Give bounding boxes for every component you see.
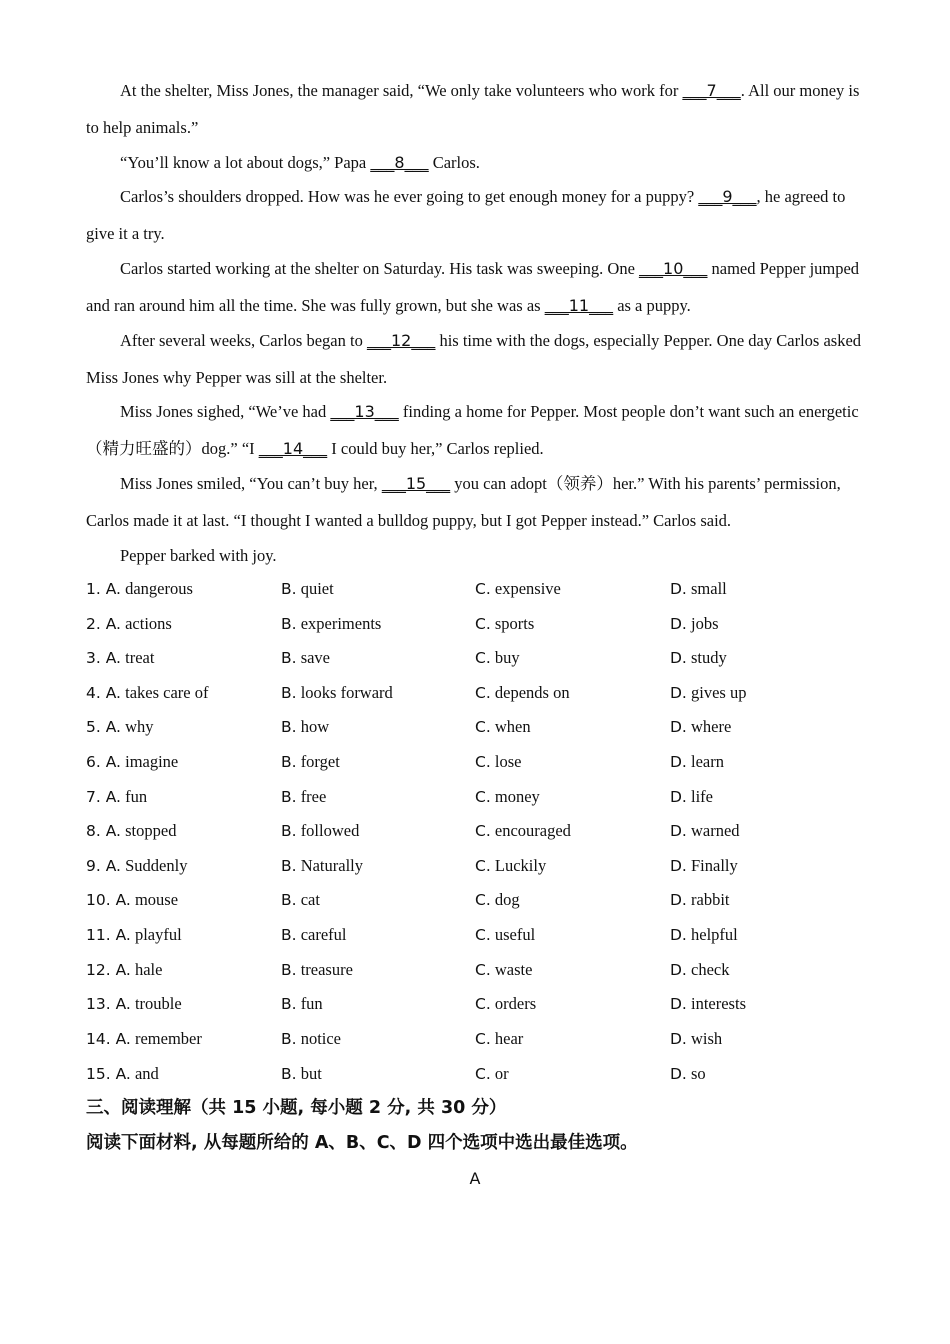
question-row <box>86 816 862 846</box>
passage-text: At the shelter, Miss Jones, the manager said, “We only take volunteers who work for <box>120 81 683 100</box>
question-row <box>86 1024 862 1054</box>
option-letter: A. <box>115 1030 131 1048</box>
option-text: fun <box>125 787 148 806</box>
answer-blank: ___12___ <box>366 331 436 350</box>
option-letter: A. <box>115 1065 131 1083</box>
answer-option-b <box>281 955 353 985</box>
answer-option-b <box>281 747 340 777</box>
option-letter: C. <box>475 822 491 840</box>
option-text: money <box>494 787 540 806</box>
passage-text: Carlos started working at the shelter on Saturday. His task was sweeping. One <box>120 259 640 278</box>
answer-option-c <box>475 574 561 604</box>
answer-option-b <box>281 989 323 1019</box>
question-number: 11. <box>86 926 116 944</box>
answer-blank: ___11___ <box>544 296 614 315</box>
option-letter: D. <box>670 961 687 979</box>
option-letter: C. <box>475 1030 491 1048</box>
option-text: stopped <box>125 821 177 840</box>
answer-option-d <box>670 1024 722 1054</box>
option-text: cat <box>300 890 320 909</box>
answer-option-a <box>86 1059 159 1089</box>
question-row <box>86 747 862 777</box>
option-text: dangerous <box>125 579 193 598</box>
answer-blank: ___15___ <box>381 474 451 493</box>
option-text: treasure <box>300 960 353 979</box>
option-text: Naturally <box>300 856 363 875</box>
option-text: depends on <box>494 683 570 702</box>
answer-option-d <box>670 643 727 673</box>
option-letter: C. <box>475 857 491 875</box>
option-text: useful <box>494 925 536 944</box>
answer-option-b <box>281 782 326 812</box>
option-letter: D. <box>670 718 687 736</box>
option-letter: D. <box>670 891 687 909</box>
option-letter: D. <box>670 684 687 702</box>
option-text: or <box>494 1064 509 1083</box>
passage-text: Pepper barked with joy. <box>120 546 277 565</box>
option-text: learn <box>691 752 724 771</box>
option-letter: D. <box>670 995 687 1013</box>
question-number: 4. <box>86 684 106 702</box>
question-number: 9. <box>86 857 106 875</box>
option-text: but <box>300 1064 322 1083</box>
passage-text: you can adopt（领养）her.” With his parents’ permission, Carlos made it at last. “I thought I wanted a bulldog puppy, but I got Pepper instead.” Carlos said. <box>86 474 841 530</box>
option-text: rabbit <box>691 890 730 909</box>
question-number: 6. <box>86 753 106 771</box>
option-text: interests <box>691 994 746 1013</box>
option-letter: D. <box>670 788 687 806</box>
option-letter: A. <box>105 857 121 875</box>
question-number: 14. <box>86 1030 116 1048</box>
answer-blank: ___14___ <box>258 439 328 458</box>
option-letter: C. <box>475 615 491 633</box>
option-letter: A. <box>105 649 121 667</box>
option-text: treat <box>125 648 155 667</box>
answer-option-a <box>86 989 182 1019</box>
option-letter: B. <box>281 788 297 806</box>
option-letter: B. <box>281 961 297 979</box>
section-instruction: 阅读下面材料, 从每题所给的 A、B、C、D 四个选项中选出最佳选项。 <box>86 1133 638 1153</box>
answer-option-c <box>475 747 521 777</box>
option-text: where <box>691 717 732 736</box>
option-letter: B. <box>281 891 297 909</box>
answer-blank: ___13___ <box>330 402 399 421</box>
answer-option-a <box>86 885 178 915</box>
answer-option-a <box>86 609 172 639</box>
option-letter: A. <box>115 891 131 909</box>
question-row <box>86 989 862 1019</box>
option-letter: B. <box>281 580 297 598</box>
option-letter: B. <box>281 857 297 875</box>
option-text: expensive <box>494 579 561 598</box>
option-text: Luckily <box>494 856 547 875</box>
answer-option-b <box>281 643 330 673</box>
option-text: hear <box>494 1029 524 1048</box>
option-letter: D. <box>670 822 687 840</box>
option-letter: B. <box>281 684 297 702</box>
option-text: so <box>691 1064 706 1083</box>
option-letter: D. <box>670 926 687 944</box>
option-letter: A. <box>115 961 131 979</box>
answer-option-d <box>670 955 729 985</box>
option-text: save <box>300 648 331 667</box>
answer-option-c <box>475 609 534 639</box>
option-text: life <box>691 787 713 806</box>
question-number: 1. <box>86 580 106 598</box>
answer-blank: ___8___ <box>370 153 429 172</box>
option-text: imagine <box>125 752 179 771</box>
option-letter: B. <box>281 1030 297 1048</box>
answer-option-c <box>475 955 532 985</box>
question-row <box>86 643 862 673</box>
option-text: notice <box>300 1029 342 1048</box>
option-letter: A. <box>105 753 121 771</box>
answer-option-a <box>86 782 147 812</box>
option-text: how <box>300 717 330 736</box>
option-letter: A. <box>105 788 121 806</box>
answer-option-c <box>475 1024 523 1054</box>
option-letter: B. <box>281 995 297 1013</box>
option-letter: A. <box>105 822 121 840</box>
option-text: check <box>691 960 730 979</box>
answer-option-a <box>86 643 154 673</box>
option-letter: C. <box>475 926 491 944</box>
answer-option-a <box>86 1024 202 1054</box>
answer-option-c <box>475 920 535 950</box>
question-row <box>86 712 862 742</box>
passage-paragraph <box>86 393 862 467</box>
option-text: why <box>125 717 154 736</box>
answer-option-a <box>86 574 193 604</box>
option-text: playful <box>134 925 182 944</box>
answer-blank: ___10___ <box>639 259 708 278</box>
question-row <box>86 920 862 950</box>
passage-paragraph <box>86 322 862 396</box>
option-text: followed <box>300 821 360 840</box>
answer-option-b <box>281 885 320 915</box>
answer-option-c <box>475 989 536 1019</box>
option-text: warned <box>691 821 740 840</box>
option-text: gives up <box>691 683 747 702</box>
passage-text: named Pepper jumped and ran around him all the time. She was fully grown, but she was as <box>86 259 860 315</box>
option-text: careful <box>300 925 347 944</box>
question-number: 8. <box>86 822 106 840</box>
question-row <box>86 574 862 604</box>
answer-option-a <box>86 712 154 742</box>
option-text: remember <box>134 1029 202 1048</box>
option-letter: D. <box>670 1065 687 1083</box>
question-number: 3. <box>86 649 106 667</box>
passage-paragraph <box>86 250 862 324</box>
option-text: Finally <box>691 856 738 875</box>
answer-option-d <box>670 678 746 708</box>
answer-option-b <box>281 1059 322 1089</box>
question-row <box>86 609 862 639</box>
option-letter: A. <box>115 926 131 944</box>
option-letter: B. <box>281 1065 297 1083</box>
passage-text: After several weeks, Carlos began to <box>120 331 367 350</box>
answer-option-a <box>86 747 178 777</box>
option-letter: D. <box>670 1030 687 1048</box>
option-letter: A. <box>105 684 121 702</box>
option-letter: D. <box>670 753 687 771</box>
option-text: helpful <box>691 925 738 944</box>
passage-paragraph <box>86 178 862 252</box>
option-letter: C. <box>475 995 491 1013</box>
option-letter: D. <box>670 580 687 598</box>
option-text: forget <box>300 752 340 771</box>
answer-option-d <box>670 816 740 846</box>
option-text: Suddenly <box>125 856 188 875</box>
answer-option-b <box>281 816 359 846</box>
answer-option-d <box>670 747 724 777</box>
option-letter: C. <box>475 718 491 736</box>
answer-option-d <box>670 851 738 881</box>
option-letter: C. <box>475 649 491 667</box>
option-letter: B. <box>281 649 297 667</box>
option-text: sports <box>494 614 535 633</box>
option-letter: D. <box>670 857 687 875</box>
option-letter: B. <box>281 753 297 771</box>
passage-text: Miss Jones smiled, “You can’t buy her, <box>120 474 382 493</box>
passage-text: Miss Jones sighed, “We’ve had <box>120 402 331 421</box>
option-letter: B. <box>281 926 297 944</box>
option-text: encouraged <box>494 821 571 840</box>
answer-option-d <box>670 712 731 742</box>
passage-text: Carlos’s shoulders dropped. How was he ever going to get enough money for a puppy? <box>120 187 699 206</box>
answer-option-a <box>86 816 176 846</box>
answer-option-d <box>670 1059 706 1089</box>
answer-option-a <box>86 955 162 985</box>
passage-text: I could buy her,” Carlos replied. <box>327 439 544 458</box>
question-row <box>86 955 862 985</box>
option-text: trouble <box>134 994 182 1013</box>
question-number: 15. <box>86 1065 116 1083</box>
option-letter: B. <box>281 822 297 840</box>
option-letter: A. <box>105 718 121 736</box>
question-number: 2. <box>86 615 106 633</box>
option-text: quiet <box>300 579 334 598</box>
answer-option-c <box>475 782 540 812</box>
answer-option-c <box>475 712 531 742</box>
passage-text: as a puppy. <box>613 296 691 315</box>
option-text: hale <box>134 960 163 979</box>
answer-option-c <box>475 643 520 673</box>
answer-option-c <box>475 885 520 915</box>
answer-option-b <box>281 1024 341 1054</box>
question-number: 5. <box>86 718 106 736</box>
answer-option-d <box>670 609 719 639</box>
section-label: A <box>469 1169 481 1188</box>
passage-text: Carlos. <box>428 153 480 172</box>
option-text: when <box>494 717 531 736</box>
question-number: 10. <box>86 891 116 909</box>
answer-option-a <box>86 851 187 881</box>
answer-option-b <box>281 712 329 742</box>
option-letter: C. <box>475 753 491 771</box>
option-text: jobs <box>691 614 719 633</box>
answer-option-d <box>670 989 746 1019</box>
option-letter: C. <box>475 1065 491 1083</box>
question-number: 12. <box>86 961 116 979</box>
option-text: study <box>691 648 727 667</box>
option-text: buy <box>494 648 520 667</box>
option-text: fun <box>300 994 323 1013</box>
answer-option-c <box>475 816 571 846</box>
answer-option-d <box>670 782 713 812</box>
option-letter: D. <box>670 615 687 633</box>
option-letter: C. <box>475 788 491 806</box>
answer-option-d <box>670 885 730 915</box>
passage-paragraph <box>86 537 862 574</box>
option-letter: A. <box>105 615 121 633</box>
option-letter: A. <box>105 580 121 598</box>
answer-option-d <box>670 920 738 950</box>
option-text: wish <box>691 1029 723 1048</box>
question-row <box>86 1059 862 1089</box>
option-letter: A. <box>115 995 131 1013</box>
answer-option-c <box>475 851 546 881</box>
option-text: actions <box>125 614 172 633</box>
answer-option-d <box>670 574 727 604</box>
option-letter: C. <box>475 580 491 598</box>
answer-option-b <box>281 678 393 708</box>
question-row <box>86 885 862 915</box>
answer-option-c <box>475 1059 509 1089</box>
answer-option-b <box>281 920 346 950</box>
option-text: and <box>134 1064 159 1083</box>
section-heading: 三、阅读理解（共 15 小题, 每小题 2 分, 共 30 分） <box>86 1098 507 1118</box>
option-text: small <box>691 579 727 598</box>
question-row <box>86 782 862 812</box>
option-text: dog <box>494 890 520 909</box>
answer-option-b <box>281 609 381 639</box>
passage-text: “You’ll know a lot about dogs,” Papa <box>120 153 371 172</box>
passage-text: finding a home for Pepper. Most people don’t want such an energetic（精力旺盛的）dog.” “I <box>86 402 859 458</box>
question-number: 7. <box>86 788 106 806</box>
passage-paragraph <box>86 144 862 181</box>
option-letter: D. <box>670 649 687 667</box>
answer-blank: ___9___ <box>698 187 757 206</box>
answer-option-c <box>475 678 570 708</box>
question-row <box>86 851 862 881</box>
question-row <box>86 678 862 708</box>
answer-blank: ___7___ <box>682 81 741 100</box>
option-text: free <box>300 787 327 806</box>
option-text: mouse <box>134 890 179 909</box>
option-letter: C. <box>475 684 491 702</box>
option-text: takes care of <box>125 683 209 702</box>
option-text: looks forward <box>300 683 393 702</box>
passage-text: . All our money is to help animals.” <box>86 81 860 137</box>
answer-option-a <box>86 920 182 950</box>
question-number: 13. <box>86 995 116 1013</box>
option-letter: C. <box>475 891 491 909</box>
option-text: lose <box>494 752 522 771</box>
passage-text: his time with the dogs, especially Pepper. One day Carlos asked Miss Jones why Pepper was sill at the shelter. <box>86 331 862 387</box>
option-letter: C. <box>475 961 491 979</box>
option-text: experiments <box>300 614 382 633</box>
option-letter: B. <box>281 615 297 633</box>
answer-option-b <box>281 574 334 604</box>
answer-option-a <box>86 678 208 708</box>
option-text: waste <box>494 960 533 979</box>
passage-paragraph <box>86 72 862 146</box>
answer-option-b <box>281 851 363 881</box>
passage-paragraph <box>86 465 862 539</box>
option-text: orders <box>494 994 537 1013</box>
passage-text: , he agreed to give it a try. <box>86 187 846 243</box>
option-letter: B. <box>281 718 297 736</box>
